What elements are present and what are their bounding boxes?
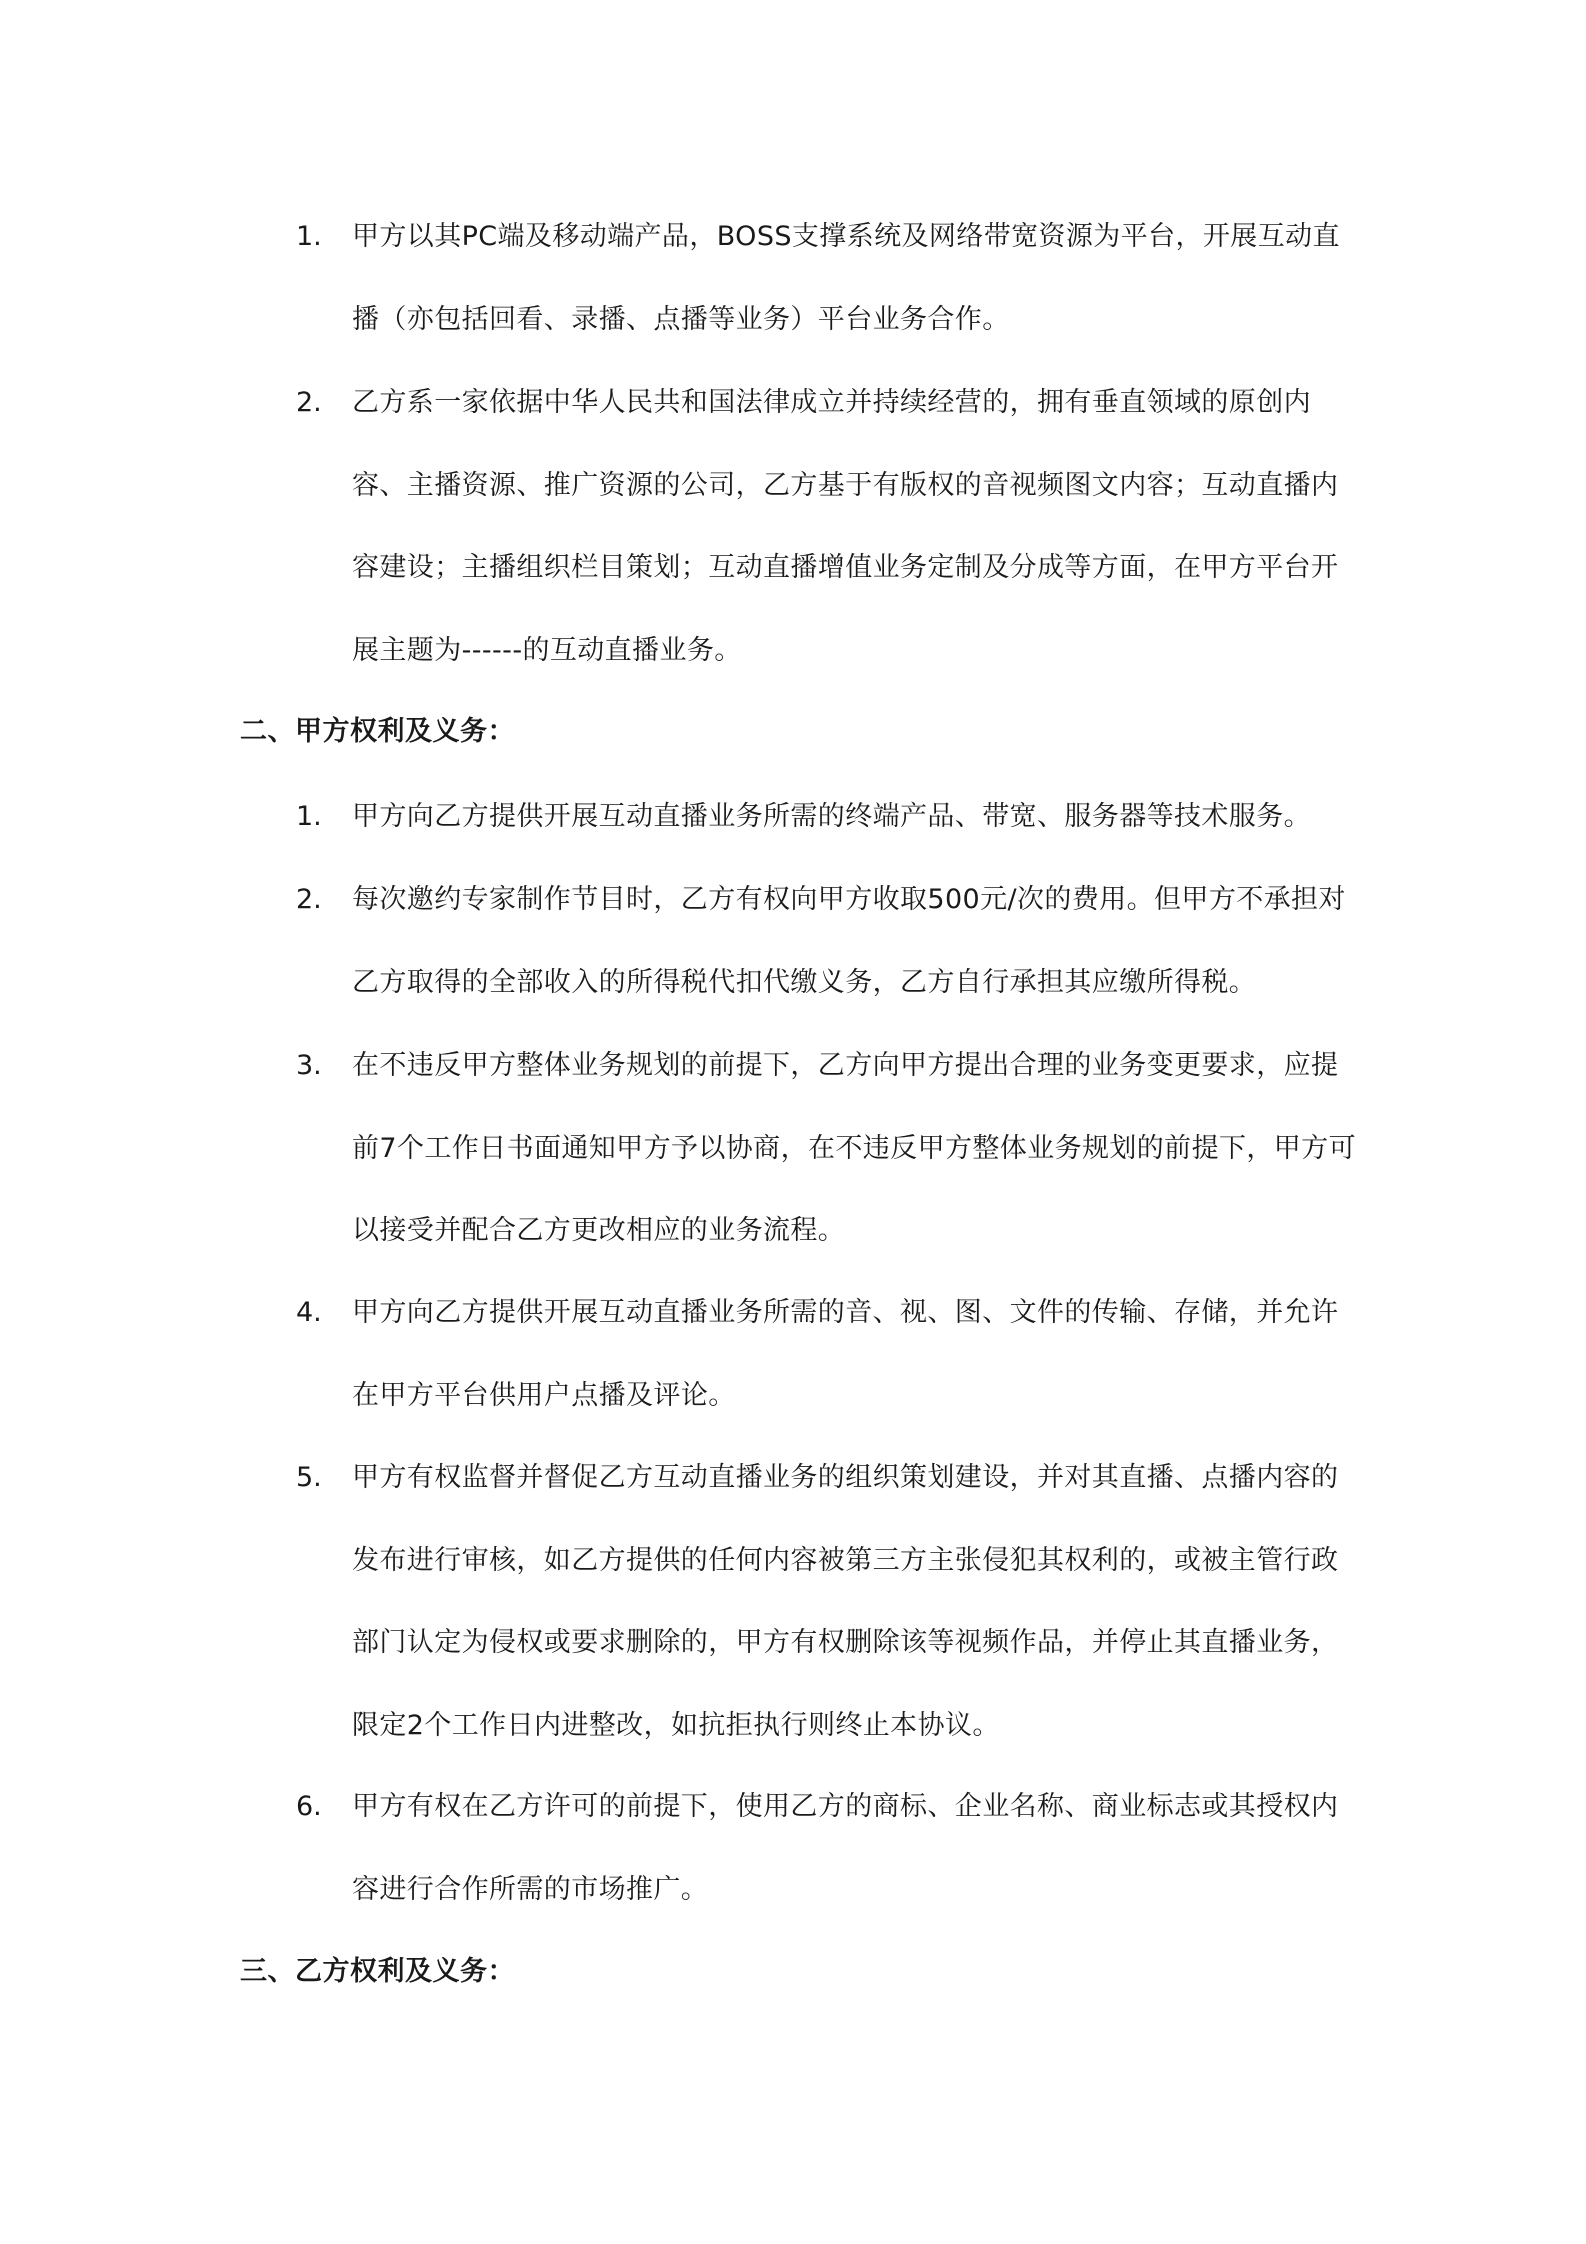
- list-number: 1.: [296, 221, 322, 252]
- list-text: 乙方系一家依据中华人民共和国法律成立并持续经营的，拥有垂直领域的原创内容、主播资源、推广资源的公司，乙方基于有版权的音视频图文内容；互动直播内容建设；主播组织栏目策划；互动直播增值业务定制及分成等方面，在甲方平台开展主题为------的互动直播业务。: [352, 387, 1339, 666]
- list-number: 6.: [296, 1791, 322, 1822]
- list-text: 在不违反甲方整体业务规划的前提下，乙方向甲方提出合理的业务变更要求，应提前7个工作日书面通知甲方予以协商，在不违反甲方整体业务规划的前提下，甲方可以接受并配合乙方更改相应的业务流程。: [352, 1050, 1356, 1246]
- list-text: 甲方向乙方提供开展互动直播业务所需的音、视、图、文件的传输、存储，并允许在甲方平台供用户点播及评论。: [352, 1297, 1339, 1411]
- list-text: 甲方向乙方提供开展互动直播业务所需的终端产品、带宽、服务器等技术服务。: [352, 801, 1311, 832]
- section-heading: 三、乙方权利及义务：: [240, 1956, 515, 1987]
- list-number: 1.: [296, 801, 322, 832]
- list-number: 5.: [296, 1462, 322, 1493]
- list-number: 4.: [296, 1297, 322, 1328]
- list-number: 2.: [296, 387, 322, 418]
- list-text: 甲方有权监督并督促乙方互动直播业务的组织策划建设，并对其直播、点播内容的发布进行审核，如乙方提供的任何内容被第三方主张侵犯其权利的，或被主管行政部门认定为侵权或要求删除的，甲方有权删除该等视频作品，并停止其直播业务，限定2个工作日内进整改，如抗拒执行则终止本协议。: [352, 1462, 1339, 1741]
- list-text: 每次邀约专家制作节目时，乙方有权向甲方收取500元/次的费用。但甲方不承担对乙方取得的全部收入的所得税代扣代缴义务，乙方自行承担其应缴所得税。: [352, 884, 1346, 998]
- list-text: 甲方有权在乙方许可的前提下，使用乙方的商标、企业名称、商业标志或其授权内容进行合作所需的市场推广。: [352, 1791, 1339, 1905]
- list-number: 3.: [296, 1050, 322, 1081]
- list-number: 2.: [296, 884, 322, 915]
- list-text: 甲方以其PC端及移动端产品，BOSS支撑系统及网络带宽资源为平台，开展互动直播（亦包括回看、录播、点播等业务）平台业务合作。: [352, 221, 1340, 335]
- section-heading: 二、甲方权利及义务：: [240, 716, 515, 747]
